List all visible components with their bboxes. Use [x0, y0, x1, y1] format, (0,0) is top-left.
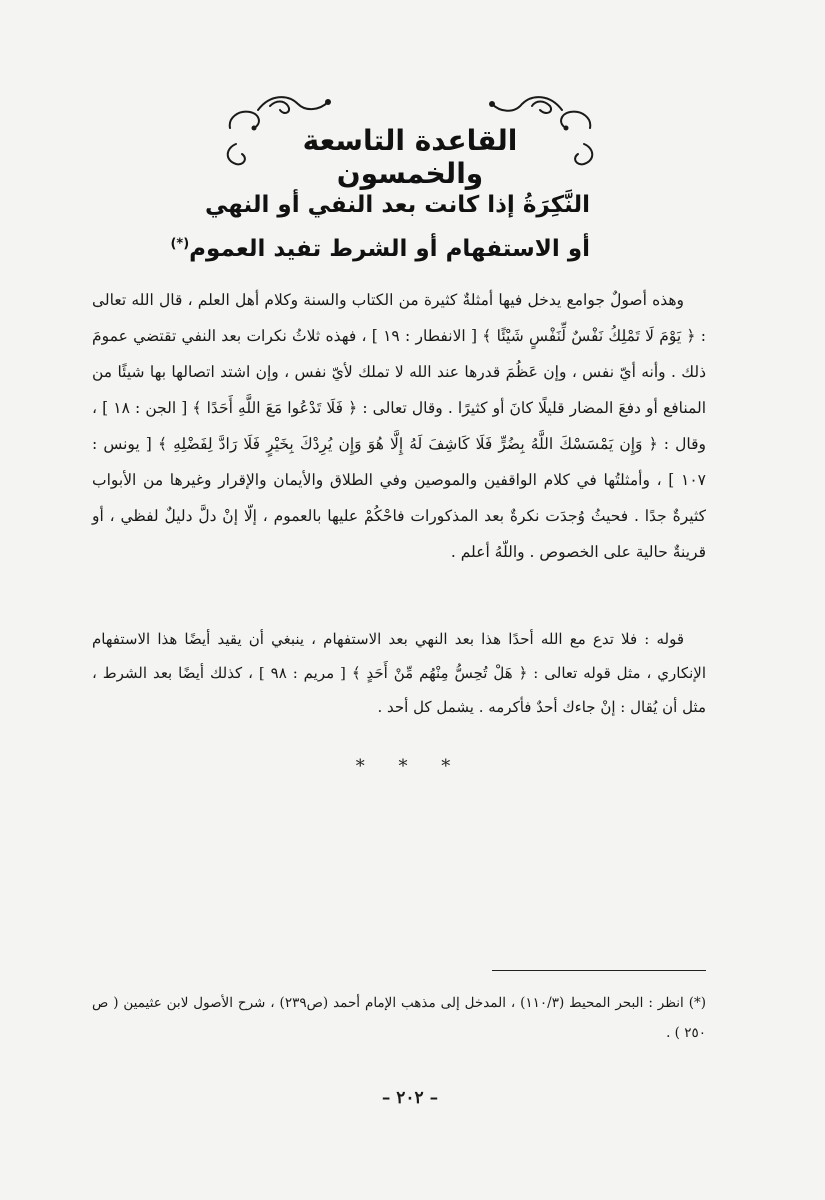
rule-subtitle-line-1: النَّكِرَةُ إذا كانت بعد النفي أو النهي: [205, 192, 590, 218]
chapter-heading: [210, 88, 610, 190]
chapter-title: القاعدة التاسعة والخمسون: [302, 124, 518, 190]
footnote-divider: [492, 970, 706, 971]
body-paragraph-2: قوله : فلا تدع مع الله أحدًا هذا بعد النهي بعد الاستفهام ، ينبغي أن يقيد أيضًا هذا الاستفهام الإنكاري ، مثل قوله تعالى : ﴿ هَلْ تُحِسُّ مِنْهُم مِّنْ أَحَدٍ ﴾ [ مريم : ٩٨ ] ، كذلك أيضًا بعد الشرط ، مثل أن يُقال : إنْ جاءك أحدٌ فأكرمه . يشمل كل أحد .: [92, 630, 706, 716]
footnote: (*) انظر : البحر المحيط (١١٠/٣) ، المدخل إلى مذهب الإمام أحمد (ص٢٣٩) ، شرح الأصول لابن عثيمين ( ص ٢٥٠ ) .: [92, 995, 706, 1041]
rule-subtitle-line-2-text: أو الاستفهام أو الشرط تفيد العموم: [189, 236, 590, 262]
footnote-marker: (*): [170, 236, 190, 252]
body-paragraph-1: وهذه أصولٌ جوامع يدخل فيها أمثلةٌ كثيرة من الكتاب والسنة وكلام أهل العلم ، قال الله تعالى : ﴿ يَوْمَ لَا تَمْلِكُ نَفْسٌ لِّنَفْسٍ شَيْئًا ﴾ [ الانفطار : ١٩ ] ، فهذه ثلاثُ نكرات بعد النفي تقتضي عمومَ ذلك . وأنه أيّ نفس ، وإن عَظُمَ قدرها عند الله لا تملك لأيّ نفس ، وإن اشتد اتصالها بها شيئًا من المنافع أو دفعَ المضار قليلًا كانَ أو كثيرًا . وقال تعالى : ﴿ فَلَا تَدْعُوا مَعَ اللَّهِ أَحَدًا ﴾ [ الجن : ١٨ ] ، وقال : ﴿ وَإِن يَمْسَسْكَ اللَّهُ بِضُرٍّ فَلَا كَاشِفَ لَهُ إِلَّا هُوَ وَإِن يُرِدْكَ بِخَيْرٍ فَلَا رَادَّ لِفَضْلِهِ ﴾ [ يونس : ١٠٧ ] ، وأمثلتُها في كلام الواقفين والموصين وفي الطلاق والأيمان والإقرار وغيرها من الأبواب كثيرةٌ جدًا . فحيثُ وُجدَت نكرةٌ بعد المذكورات فاحْكُمْ عليها بالعموم ، إلّا إنْ دلَّ دليلٌ لفظي ، أو قرينةٌ حالية على الخصوص . واللّهُ أعلم .: [92, 291, 707, 561]
section-separator: * * *: [355, 756, 465, 777]
page-number: – ٢٠٢ –: [381, 1088, 439, 1108]
rule-subtitle-line-2: [120, 236, 590, 262]
